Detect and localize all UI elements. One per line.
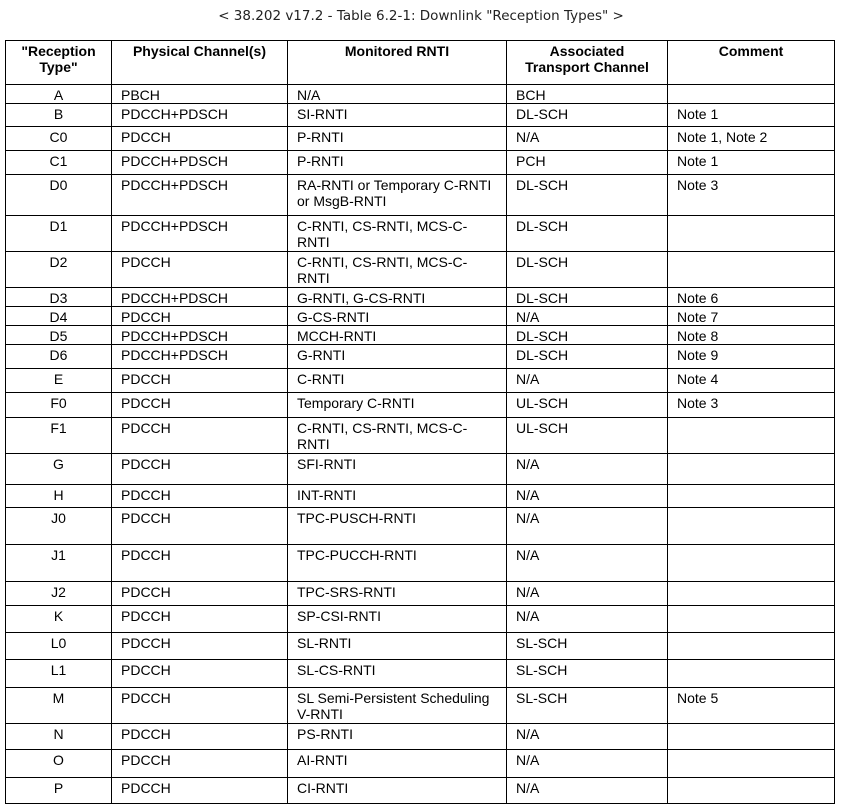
table-row xyxy=(6,724,835,750)
reception-type-cell: D3 xyxy=(6,288,112,307)
reception-type-cell: D4 xyxy=(6,307,112,326)
comment-cell xyxy=(668,216,835,252)
comment-cell xyxy=(668,582,835,606)
transport-channel-cell: N/A xyxy=(507,369,668,393)
comment-cell xyxy=(668,750,835,778)
physical-channel-cell: PBCH xyxy=(112,85,288,104)
comment-cell xyxy=(668,418,835,454)
monitored-rnti-cell: MCCH-RNTI xyxy=(288,326,507,345)
physical-channel-cell: PDCCH+PDSCH xyxy=(112,288,288,307)
monitored-rnti-cell: SI-RNTI xyxy=(288,104,507,127)
transport-channel-cell: SL-SCH xyxy=(507,633,668,660)
monitored-rnti-cell: SL Semi-Persistent Scheduling V-RNTI xyxy=(288,688,507,724)
physical-channel-cell: PDCCH xyxy=(112,582,288,606)
table-row xyxy=(6,750,835,778)
monitored-rnti-cell: G-CS-RNTI xyxy=(288,307,507,326)
reception-type-cell: D0 xyxy=(6,175,112,216)
transport-channel-cell: UL-SCH xyxy=(507,418,668,454)
reception-type-cell: D2 xyxy=(6,252,112,288)
reception-type-cell: A xyxy=(6,85,112,104)
transport-channel-cell: UL-SCH xyxy=(507,393,668,418)
reception-type-cell: P xyxy=(6,778,112,804)
table-row xyxy=(6,151,835,175)
transport-channel-cell: N/A xyxy=(507,778,668,804)
comment-cell xyxy=(668,545,835,582)
physical-channel-cell: PDCCH xyxy=(112,606,288,633)
physical-channel-cell: PDCCH xyxy=(112,418,288,454)
comment-cell xyxy=(668,606,835,633)
physical-channel-cell: PDCCH xyxy=(112,545,288,582)
comment-cell: Note 9 xyxy=(668,345,835,369)
transport-channel-cell: N/A xyxy=(507,606,668,633)
comment-cell xyxy=(668,485,835,508)
physical-channel-cell: PDCCH+PDSCH xyxy=(112,151,288,175)
table-row xyxy=(6,345,835,369)
reception-type-cell: G xyxy=(6,454,112,485)
transport-channel-cell: N/A xyxy=(507,724,668,750)
physical-channel-cell: PDCCH xyxy=(112,369,288,393)
transport-channel-cell: N/A xyxy=(507,485,668,508)
table-row xyxy=(6,393,835,418)
reception-type-cell: F0 xyxy=(6,393,112,418)
monitored-rnti-cell: Temporary C-RNTI xyxy=(288,393,507,418)
header-physical-channels: Physical Channel(s) xyxy=(112,41,288,85)
transport-channel-cell: PCH xyxy=(507,151,668,175)
table-row xyxy=(6,104,835,127)
reception-type-cell: J1 xyxy=(6,545,112,582)
transport-channel-cell: N/A xyxy=(507,582,668,606)
reception-type-cell: O xyxy=(6,750,112,778)
reception-type-cell: K xyxy=(6,606,112,633)
monitored-rnti-cell: SL-RNTI xyxy=(288,633,507,660)
physical-channel-cell: PDCCH xyxy=(112,485,288,508)
monitored-rnti-cell: C-RNTI, CS-RNTI, MCS-C-RNTI xyxy=(288,418,507,454)
table-row xyxy=(6,252,835,288)
table-row xyxy=(6,633,835,660)
table-row xyxy=(6,307,835,326)
reception-type-cell: D6 xyxy=(6,345,112,369)
comment-cell xyxy=(668,85,835,104)
comment-cell xyxy=(668,454,835,485)
physical-channel-cell: PDCCH xyxy=(112,454,288,485)
transport-channel-cell: DL-SCH xyxy=(507,345,668,369)
monitored-rnti-cell: P-RNTI xyxy=(288,127,507,151)
table-row xyxy=(6,127,835,151)
reception-type-cell: E xyxy=(6,369,112,393)
comment-cell: Note 8 xyxy=(668,326,835,345)
physical-channel-cell: PDCCH xyxy=(112,393,288,418)
physical-channel-cell: PDCCH+PDSCH xyxy=(112,104,288,127)
monitored-rnti-cell: SL-CS-RNTI xyxy=(288,660,507,688)
monitored-rnti-cell: INT-RNTI xyxy=(288,485,507,508)
comment-cell: Note 1 xyxy=(668,104,835,127)
header-reception-type: "Reception Type" xyxy=(6,41,112,85)
monitored-rnti-cell: P-RNTI xyxy=(288,151,507,175)
table-row xyxy=(6,454,835,485)
header-monitored-rnti: Monitored RNTI xyxy=(288,41,507,85)
table-row xyxy=(6,778,835,804)
header-comment: Comment xyxy=(668,41,835,85)
comment-cell: Note 3 xyxy=(668,393,835,418)
transport-channel-cell: DL-SCH xyxy=(507,216,668,252)
monitored-rnti-cell: SP-CSI-RNTI xyxy=(288,606,507,633)
transport-channel-cell: SL-SCH xyxy=(507,688,668,724)
monitored-rnti-cell: C-RNTI, CS-RNTI, MCS-C-RNTI xyxy=(288,252,507,288)
table-row xyxy=(6,485,835,508)
table-row xyxy=(6,288,835,307)
table-row xyxy=(6,508,835,545)
physical-channel-cell: PDCCH xyxy=(112,508,288,545)
table-row xyxy=(6,369,835,393)
monitored-rnti-cell: TPC-PUCCH-RNTI xyxy=(288,545,507,582)
monitored-rnti-cell: TPC-SRS-RNTI xyxy=(288,582,507,606)
table-row xyxy=(6,582,835,606)
table-row xyxy=(6,326,835,345)
table-row xyxy=(6,688,835,724)
physical-channel-cell: PDCCH+PDSCH xyxy=(112,345,288,369)
reception-type-cell: C0 xyxy=(6,127,112,151)
monitored-rnti-cell: RA-RNTI or Temporary C-RNTI or MsgB-RNTI xyxy=(288,175,507,216)
transport-channel-cell: BCH xyxy=(507,85,668,104)
monitored-rnti-cell: C-RNTI, CS-RNTI, MCS-C-RNTI xyxy=(288,216,507,252)
reception-type-cell: L1 xyxy=(6,660,112,688)
transport-channel-cell: DL-SCH xyxy=(507,252,668,288)
reception-type-cell: N xyxy=(6,724,112,750)
reception-type-cell: F1 xyxy=(6,418,112,454)
physical-channel-cell: PDCCH xyxy=(112,750,288,778)
reception-type-cell: D5 xyxy=(6,326,112,345)
transport-channel-cell: N/A xyxy=(507,750,668,778)
table-row xyxy=(6,545,835,582)
transport-channel-cell: DL-SCH xyxy=(507,175,668,216)
physical-channel-cell: PDCCH+PDSCH xyxy=(112,175,288,216)
reception-type-cell: J0 xyxy=(6,508,112,545)
monitored-rnti-cell: C-RNTI xyxy=(288,369,507,393)
comment-cell xyxy=(668,724,835,750)
reception-type-cell: J2 xyxy=(6,582,112,606)
comment-cell xyxy=(668,660,835,688)
transport-channel-cell: DL-SCH xyxy=(507,288,668,307)
table-row xyxy=(6,85,835,104)
reception-type-cell: M xyxy=(6,688,112,724)
reception-type-cell: L0 xyxy=(6,633,112,660)
monitored-rnti-cell: TPC-PUSCH-RNTI xyxy=(288,508,507,545)
comment-cell xyxy=(668,252,835,288)
physical-channel-cell: PDCCH+PDSCH xyxy=(112,326,288,345)
table-row xyxy=(6,175,835,216)
monitored-rnti-cell: G-RNTI xyxy=(288,345,507,369)
reception-type-cell: C1 xyxy=(6,151,112,175)
transport-channel-cell: N/A xyxy=(507,545,668,582)
header-row xyxy=(6,41,835,85)
comment-cell: Note 1, Note 2 xyxy=(668,127,835,151)
table-row xyxy=(6,418,835,454)
monitored-rnti-cell: CI-RNTI xyxy=(288,778,507,804)
monitored-rnti-cell: AI-RNTI xyxy=(288,750,507,778)
physical-channel-cell: PDCCH xyxy=(112,724,288,750)
reception-type-cell: D1 xyxy=(6,216,112,252)
table-row xyxy=(6,660,835,688)
header-transport-channel: Associated Transport Channel xyxy=(507,41,668,85)
physical-channel-cell: PDCCH xyxy=(112,307,288,326)
comment-cell xyxy=(668,778,835,804)
physical-channel-cell: PDCCH xyxy=(112,688,288,724)
comment-cell: Note 1 xyxy=(668,151,835,175)
physical-channel-cell: PDCCH xyxy=(112,633,288,660)
comment-cell xyxy=(668,508,835,545)
reception-type-cell: H xyxy=(6,485,112,508)
monitored-rnti-cell: PS-RNTI xyxy=(288,724,507,750)
monitored-rnti-cell: SFI-RNTI xyxy=(288,454,507,485)
comment-cell: Note 5 xyxy=(668,688,835,724)
transport-channel-cell: N/A xyxy=(507,454,668,485)
transport-channel-cell: SL-SCH xyxy=(507,660,668,688)
reception-type-cell: B xyxy=(6,104,112,127)
transport-channel-cell: DL-SCH xyxy=(507,326,668,345)
physical-channel-cell: PDCCH+PDSCH xyxy=(112,216,288,252)
table-row xyxy=(6,216,835,252)
monitored-rnti-cell: N/A xyxy=(288,85,507,104)
transport-channel-cell: N/A xyxy=(507,508,668,545)
physical-channel-cell: PDCCH xyxy=(112,778,288,804)
reception-types-table xyxy=(5,40,835,804)
transport-channel-cell: N/A xyxy=(507,127,668,151)
monitored-rnti-cell: G-RNTI, G-CS-RNTI xyxy=(288,288,507,307)
table-row xyxy=(6,606,835,633)
comment-cell: Note 4 xyxy=(668,369,835,393)
physical-channel-cell: PDCCH xyxy=(112,660,288,688)
physical-channel-cell: PDCCH xyxy=(112,127,288,151)
physical-channel-cell: PDCCH xyxy=(112,252,288,288)
transport-channel-cell: N/A xyxy=(507,307,668,326)
comment-cell xyxy=(668,633,835,660)
comment-cell: Note 3 xyxy=(668,175,835,216)
comment-cell: Note 7 xyxy=(668,307,835,326)
transport-channel-cell: DL-SCH xyxy=(507,104,668,127)
comment-cell: Note 6 xyxy=(668,288,835,307)
table-caption: < 38.202 v17.2 - Table 6.2-1: Downlink "Reception Types" > xyxy=(218,8,624,24)
